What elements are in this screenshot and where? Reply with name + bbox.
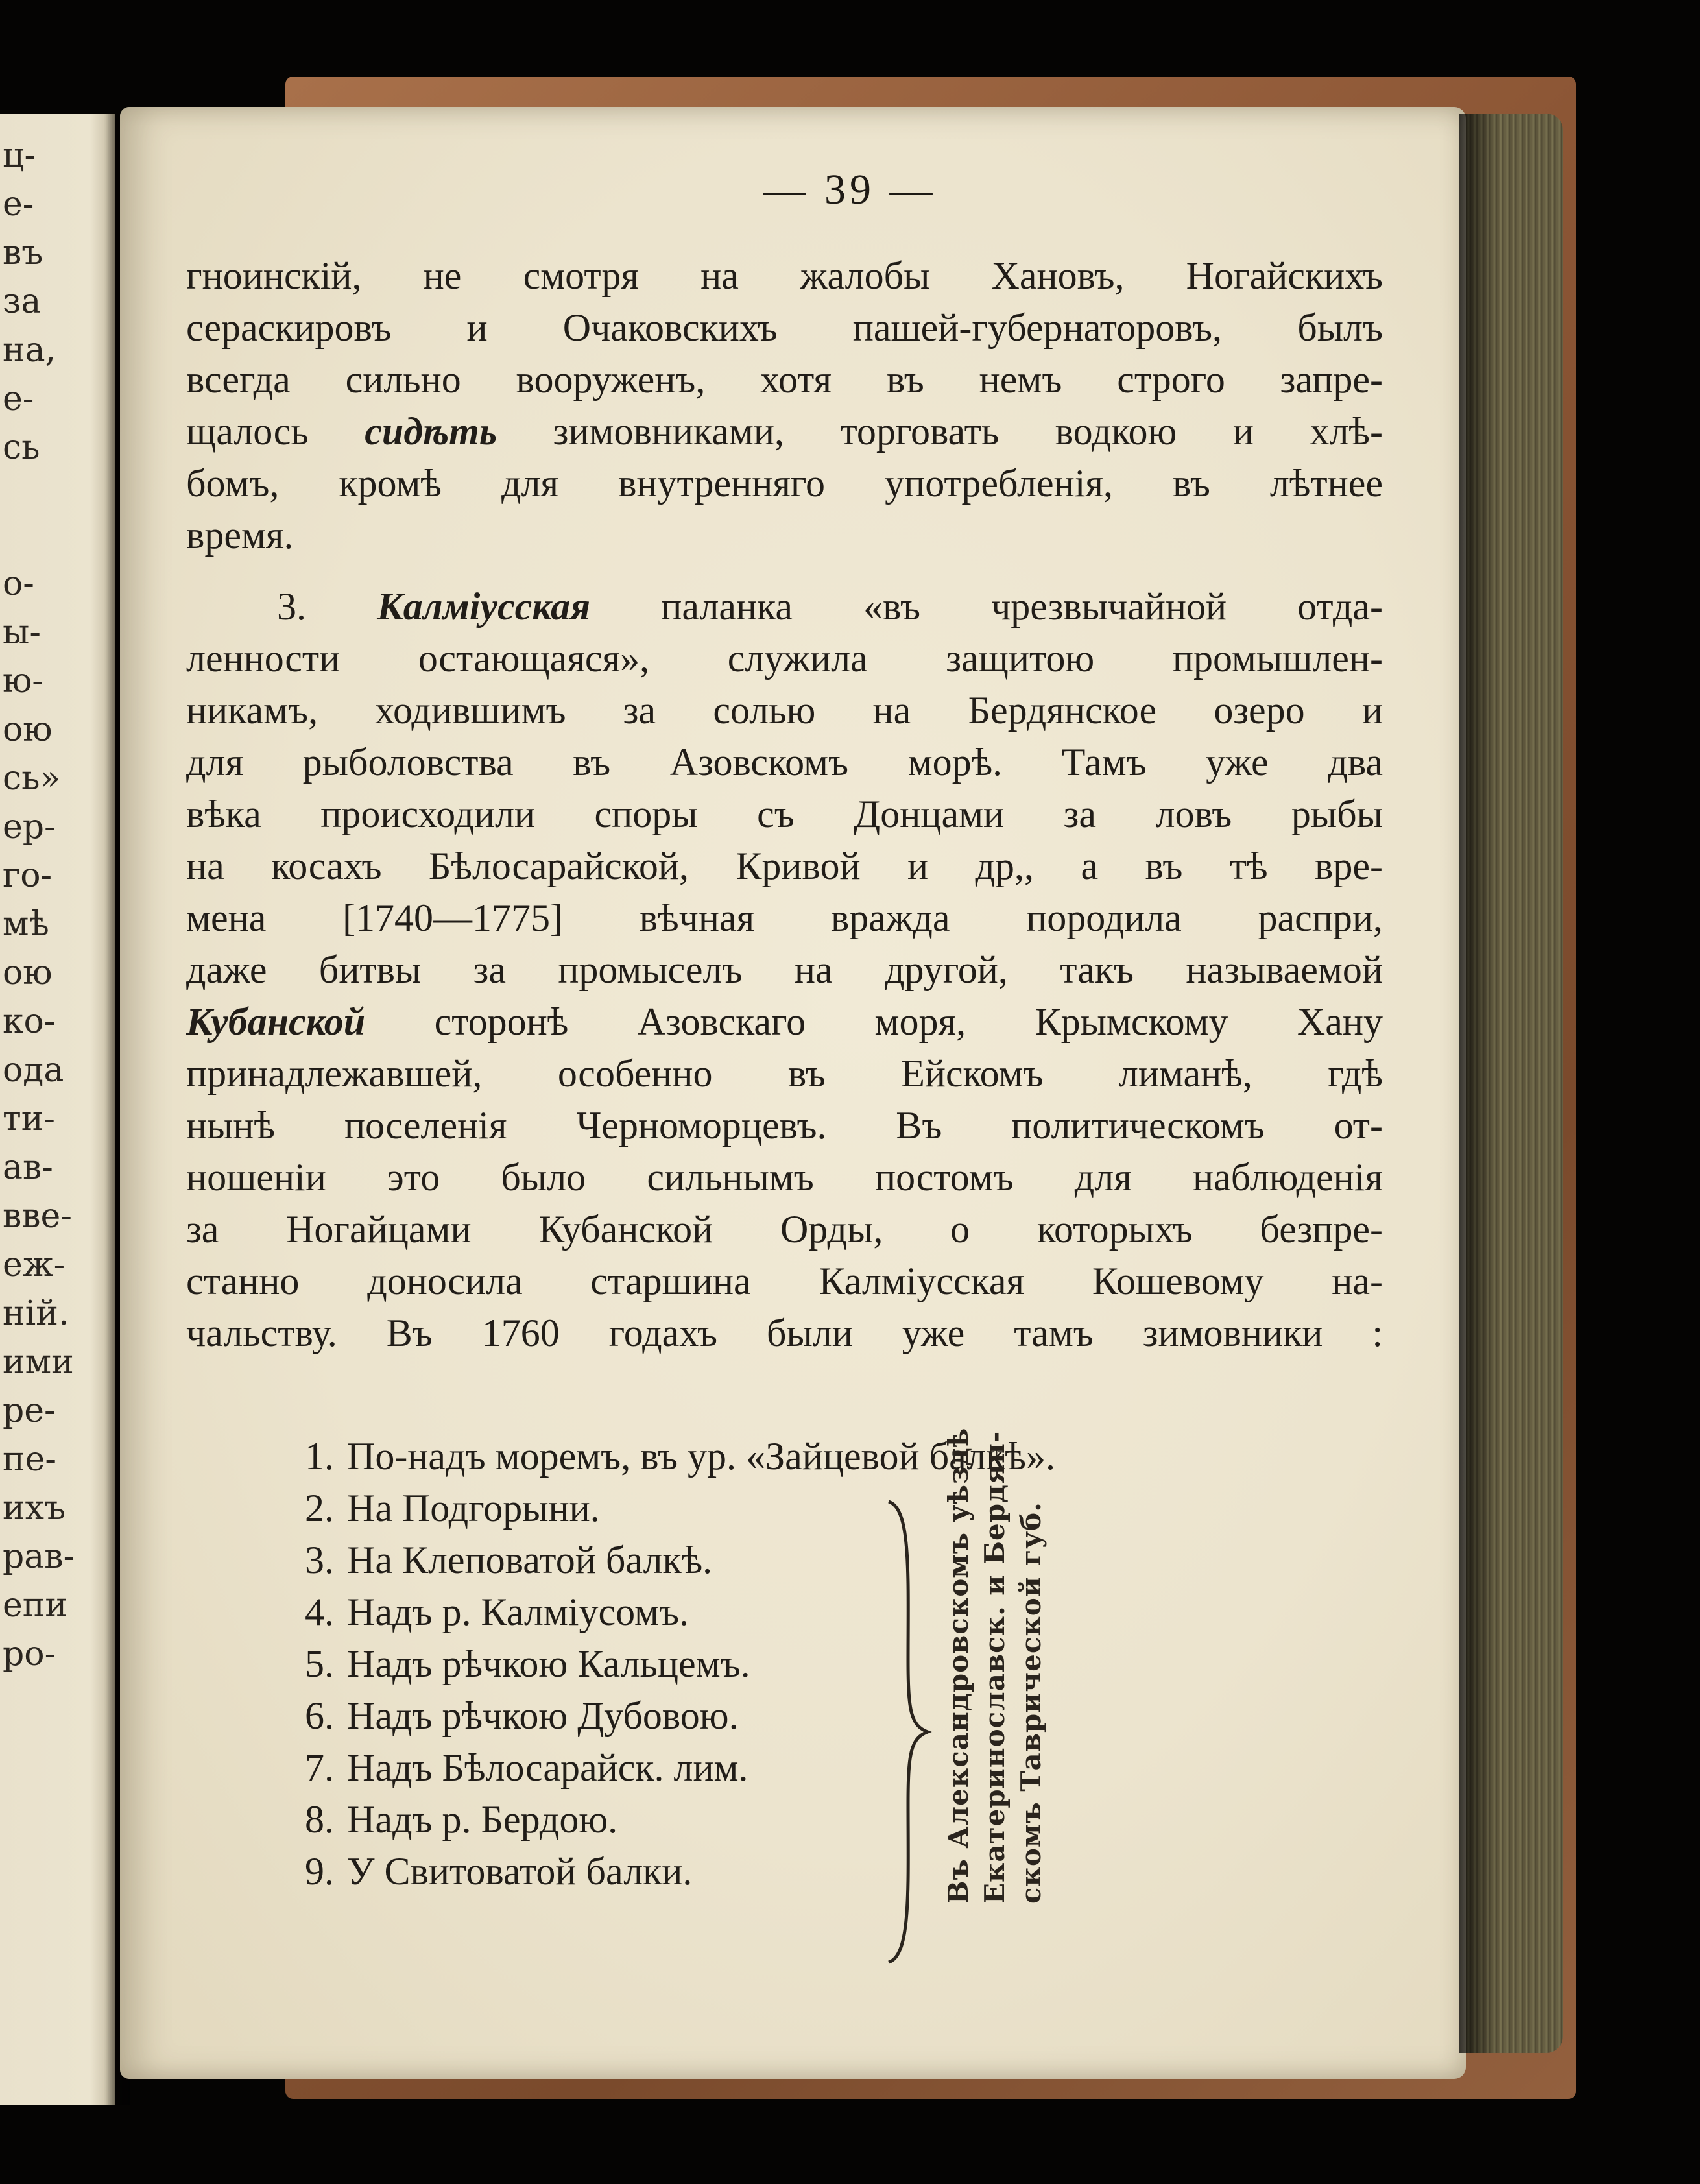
text-line: [186, 996, 1383, 1048]
side-note-line: Екатеринославск. и Бердян-: [979, 1430, 1011, 1904]
side-note-line: Въ Александровскомъ уѣздѣ: [942, 1427, 974, 1904]
left-page-fragment: ав-: [3, 1148, 53, 1187]
text-fragment: щалось: [186, 410, 365, 453]
list-text: На Клеповатой балкѣ.: [347, 1539, 713, 1581]
list-number: 4.: [305, 1590, 334, 1633]
left-page-fragment: ц-: [3, 136, 36, 175]
left-page-fragment: ю-: [3, 662, 43, 701]
left-page-fragment: ою: [3, 710, 53, 749]
left-page-fragment: го-: [3, 856, 53, 895]
text-line: нынѣ поселенія Черноморцевъ. Въ политическомъ от-: [186, 1104, 1383, 1147]
list-number: 2.: [305, 1487, 334, 1530]
text-line: [277, 581, 1383, 632]
main-page: [120, 107, 1466, 2079]
list-number: 9.: [305, 1850, 334, 1893]
text-line: бомъ, кромѣ для внутренняго употребленія, въ лѣтнее: [186, 462, 1383, 505]
list-text: Надъ р. Бердою.: [347, 1798, 618, 1841]
list-item: [279, 1482, 600, 1534]
list-text: Надъ рѣчкою Дубовою.: [347, 1694, 739, 1737]
list-item: [279, 1845, 692, 1897]
list-number: 6.: [305, 1694, 334, 1737]
left-page-fragment: въ: [3, 234, 43, 272]
left-page-fragment: ко-: [3, 1002, 56, 1041]
left-page-fragment: рав-: [3, 1537, 75, 1576]
text-line: принадлежавшей, особенно въ Ейскомъ лиманѣ, гдѣ: [186, 1052, 1383, 1095]
left-page-fragment: ы-: [3, 613, 41, 652]
left-page-fragment: ода: [3, 1051, 64, 1090]
text-line: на косахъ Бѣлосарайской, Кривой и др,, а въ тѣ вре-: [186, 845, 1383, 887]
left-page-fragment: еж-: [3, 1245, 66, 1284]
left-page-fragment: пе-: [3, 1440, 57, 1479]
page-number: — 39 —: [763, 166, 937, 213]
text-line: станно доносила старшина Калміусская Кошевому на-: [186, 1260, 1383, 1302]
left-page-fragment: ти-: [3, 1099, 55, 1138]
list-number: 8.: [305, 1798, 334, 1841]
paragraph-number: 3.: [277, 585, 306, 628]
side-note-line: скомъ Таврической губ.: [1015, 1502, 1047, 1904]
italic-word: Кубанской: [186, 1000, 366, 1043]
text-line: сераскировъ и Очаковскихъ пашей-губернаторовъ, былъ: [186, 306, 1383, 349]
list-text: Надъ рѣчкою Кальцемъ.: [347, 1642, 750, 1685]
list-number: 5.: [305, 1642, 334, 1685]
text-line: ленности остающаяся», служила защитою промышлен-: [186, 637, 1383, 680]
brace-icon: [882, 1498, 934, 1965]
text-line: всегда сильно вооруженъ, хотя въ немъ строго запре-: [186, 358, 1383, 401]
left-page-fragment: ими: [3, 1343, 74, 1382]
text-line: вѣка происходили споры съ Донцами за ловъ рыбы: [186, 793, 1383, 835]
list-number: 3.: [305, 1539, 334, 1581]
left-page-fragment: сь»: [3, 759, 61, 798]
text-fragment: паланка «въ чрезвычайной отда-: [661, 585, 1383, 628]
text-line: гноинскій, не смотря на жалобы Хановъ, Ногайскихъ: [186, 254, 1383, 297]
list-text: У Свитоватой балки.: [347, 1850, 693, 1893]
list-item: [279, 1690, 739, 1742]
list-text: На Подгорыни.: [347, 1487, 600, 1530]
page-edge-shadow: [1459, 114, 1498, 2053]
italic-word: Калміусская: [377, 585, 591, 628]
list-number: 7.: [305, 1746, 334, 1789]
text-fragment: сторонѣ Азовскаго моря, Крымскому Хану: [434, 1000, 1383, 1043]
left-page-fragment: е-: [3, 379, 34, 418]
list-item: [279, 1742, 748, 1794]
text-line: ношеніи это было сильнымъ постомъ для наблюденія: [186, 1156, 1383, 1199]
list-number: 1.: [305, 1435, 334, 1478]
left-page-fragment: на,: [3, 331, 56, 370]
left-page-fragment: ро-: [3, 1635, 56, 1674]
text-line: для рыболовства въ Азовскомъ морѣ. Тамъ уже два: [186, 741, 1383, 784]
list-text: По-надъ моремъ, въ ур. «Зайцевой балкѣ».: [347, 1435, 1055, 1478]
text-line: мена [1740—1775] вѣчная вражда породила распри,: [186, 896, 1383, 939]
left-page-fragment: епи: [3, 1586, 68, 1625]
italic-word: сидѣть: [365, 410, 497, 453]
left-page-fragment: ихъ: [3, 1489, 66, 1528]
text-line: чальству. Въ 1760 годахъ были уже тамъ зимовники :: [186, 1312, 1383, 1354]
left-page-fragment: ній.: [3, 1294, 69, 1333]
previous-page: [0, 114, 115, 2105]
text-fragment: зимовниками, торговать водкою и хлѣ-: [497, 410, 1383, 453]
left-page-fragment: о-: [3, 564, 34, 603]
side-note: [940, 1427, 1057, 1904]
left-page-fragment: ер-: [3, 808, 56, 846]
left-page-fragment: ре-: [3, 1391, 56, 1430]
text-line: за Ногайцами Кубанской Орды, о которыхъ безпре-: [186, 1208, 1383, 1251]
left-page-fragment: за: [3, 282, 42, 321]
list-text: Надъ Бѣлосарайск. лим.: [347, 1746, 748, 1789]
list-text: Надъ р. Калміусомъ.: [347, 1590, 689, 1633]
left-page-fragment: вве-: [3, 1197, 72, 1236]
left-page-fragment: сь: [3, 428, 40, 467]
list-item: [279, 1586, 689, 1638]
list-item: [279, 1794, 617, 1845]
left-page-fragment: мѣ: [3, 905, 49, 944]
list-item: [279, 1430, 1055, 1482]
text-line: даже битвы за промыселъ на другой, такъ называемой: [186, 948, 1383, 991]
text-line: никамъ, ходившимъ за солью на Бердянское озеро и: [186, 689, 1383, 732]
text-line: [186, 405, 1383, 457]
left-page-fragment: е-: [3, 185, 34, 224]
list-item: [279, 1638, 750, 1690]
list-item: [279, 1534, 712, 1586]
text-line: время.: [186, 514, 294, 557]
left-page-fragment: ою: [3, 954, 53, 992]
